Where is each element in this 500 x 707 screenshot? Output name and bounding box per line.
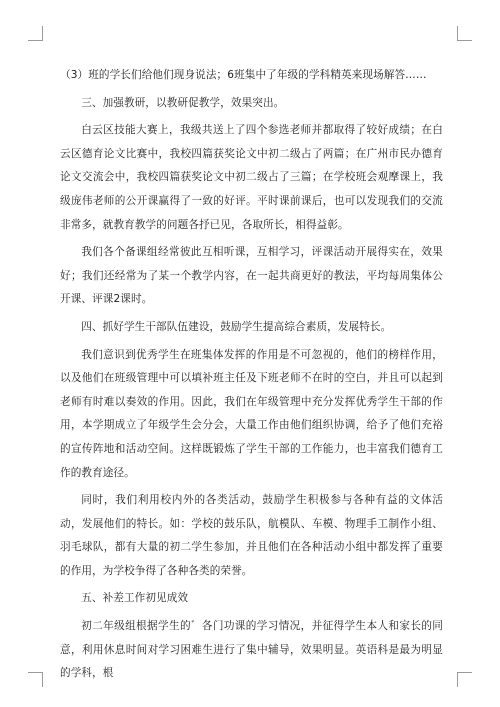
section-heading: 四、抓好学生干部队伍建设，鼓励学生提高综合素质，发展特长。 — [81, 320, 392, 333]
crop-mark-bottom-right — [457, 672, 472, 687]
crop-mark-top-right — [457, 26, 472, 41]
section-heading: 五、补差工作初见成效 — [81, 592, 189, 605]
crop-mark-bottom-left — [28, 672, 43, 687]
crop-mark-top-left — [28, 26, 43, 41]
paragraph: （3）班的学长们给他们现身说法；6班集中了年级的学科精英来现场解答…… — [60, 69, 427, 81]
paragraph: 白云区技能大赛上，我级共送上了四个参选老师并都取得了较好成绩；在白云区德育论文比赛中，我校四篇获奖论文中初二级占了两篇；在广州市民办德育论文交流会中，我校四篇获奖论文中初二级占了三篇；在学校班会观摩课上，我级庞伟老师的公开课赢得了一致的好评。平时课前课后，也可以发现我们的交流非常多，就教育教学的问题各抒已见，各取所长，相得益彰。 — [60, 124, 443, 231]
section-heading: 三、加强教研，以教研促教学，效果突出。 — [81, 96, 285, 109]
paragraph: 我们各个备课组经常彼此互相听课，互相学习，评课活动开展得实在，效果好；我们还经常为了某一个教学内容，在一起共商更好的教法，平均每周集体公开课、评课2课时。 — [60, 246, 443, 306]
paragraph: 同时，我们利用校内外的各类活动，鼓励学生积极参与各种有益的文体活动，发展他们的特长。如：学校的鼓乐队，航模队、车模、物理手工制作小组、羽毛球队，都有大量的初二学生参加，并且他们在各种活动小组中都发挥了重要的作用，为学校争得了各种各类的荣誉。 — [60, 494, 443, 577]
document-body — [60, 64, 443, 690]
paragraph: 我们意识到优秀学生在班集体发挥的作用是不可忽视的，他们的榜样作用，以及他们在班级管理中可以填补班主任及下班老师不在时的空白，并且可以起到老师有时难以奏效的作用。因此，我们在年级管理中充分发挥优秀学生干部的作用，本学期成立了年级学生会分会，大量工作由他们组织协调，给予了他们充裕的宣传阵地和活动空间。这样既锻炼了学生干部的工作能力，也丰富我们德育工作的教育途径。 — [60, 348, 443, 479]
paragraph: 初二年级组根据学生的゛各门功课的学习情况，并征得学生本人和家长的同意，利用休息时间对学习困难生进行了集中辅导，效果明显。英语科是最为明显的学科，根 — [60, 620, 443, 680]
